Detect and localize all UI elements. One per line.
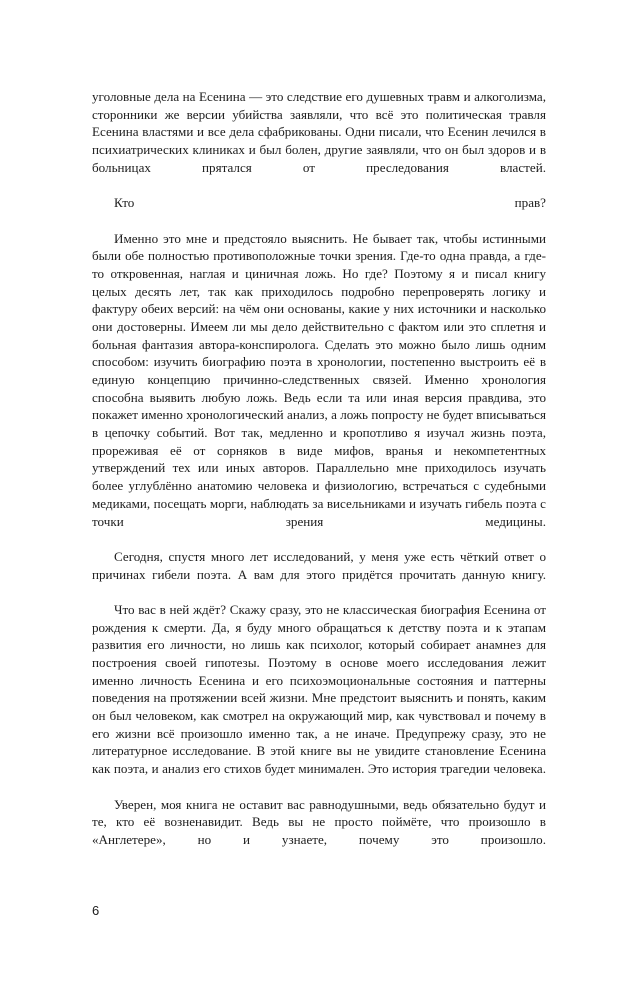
paragraph: Сегодня, спустя много лет исследований, у меня уже есть чёткий ответ о причинах гибели поэта. А вам для этого придётся прочитать данную книгу. — [92, 548, 546, 582]
page-number: 6 — [92, 903, 100, 918]
paragraph: Что вас в ней ждёт? Скажу сразу, это не классическая биография Есенина от рождения к смерти. Да, я буду много обращаться к детству поэта и к этапам развития его личности, но лишь как психолог, который собирает анамнез для построения своей гипотезы. Поэтому в основе моего исследования лежит именно личность Есенина и его психоэмоциональные состояния и паттерны поведения на протяжении всей жизни. Мне предстоит выяснить и понять, каким он был человеком, как смотрел на окружающий мир, как чувствовал и почему в его жизни всё произошло именно так, а не иначе. Предупрежу сразу, это не литературное исследование. В этой книге вы не увидите становление Есенина как поэта, и анализ его стихов будет минимален. Это история трагедии человека. — [92, 601, 546, 777]
paragraph: уголовные дела на Есенина — это следствие его душевных травм и алкоголизма, сторонники же версии убийства заявляли, что всё это политическая травля Есенина властями и все дела сфабрикованы. Одни писали, что Есенин лечился в психиатрических клиниках и был болен, другие заявляли, что он был здоров и в больницах прятался от преследования властей. — [92, 89, 546, 175]
body-text-column — [92, 88, 546, 866]
paragraph: Именно это мне и предстояло выяснить. Не бывает так, чтобы истинными были обе полностью противоположные точки зрения. Где-то одна правда, а где-то откровенная, наглая и циничная ложь. Но где? Поэтому я и писал книгу целых десять лет, так как приходилось подробно перепроверять логику и фактуру обеих версий: на чём они основаны, какие у них источники и насколько они достоверны. Имеем ли мы дело действительно с фактом или это сплетня и больная фантазия автора-конспиролога. Сделать это можно было лишь одним способом: изучить биографию поэта в хронологии, постепенно выстроить её в единую концепцию причинно-следственных связей. Именно хронология способна выявить любую ложь. Ведь если та или иная версия правдива, это покажет именно хронологический анализ, а ложь попросту не будет вписываться в цепочку событий. Вот так, медленно и кропотливо я изучал жизнь поэта, прореживая её от сорняков в виде мифов, вранья и некомпетентных утверждений тех или иных авторов. Параллельно мне приходилось изучать более углублённо анатомию человека и физиологию, встречаться с судебными медиками, посещать морги, наблюдать за висельниками и изучать гибель поэта с точки зрения медицины. — [92, 230, 546, 529]
paragraph: Кто прав? — [114, 195, 546, 211]
paragraph: Уверен, моя книга не оставит вас равнодушными, ведь обязательно будут и те, кто её возненавидит. Ведь вы не просто поймёте, что произошло в «Англетере», но и узнаете, почему это произошло. — [92, 796, 546, 847]
